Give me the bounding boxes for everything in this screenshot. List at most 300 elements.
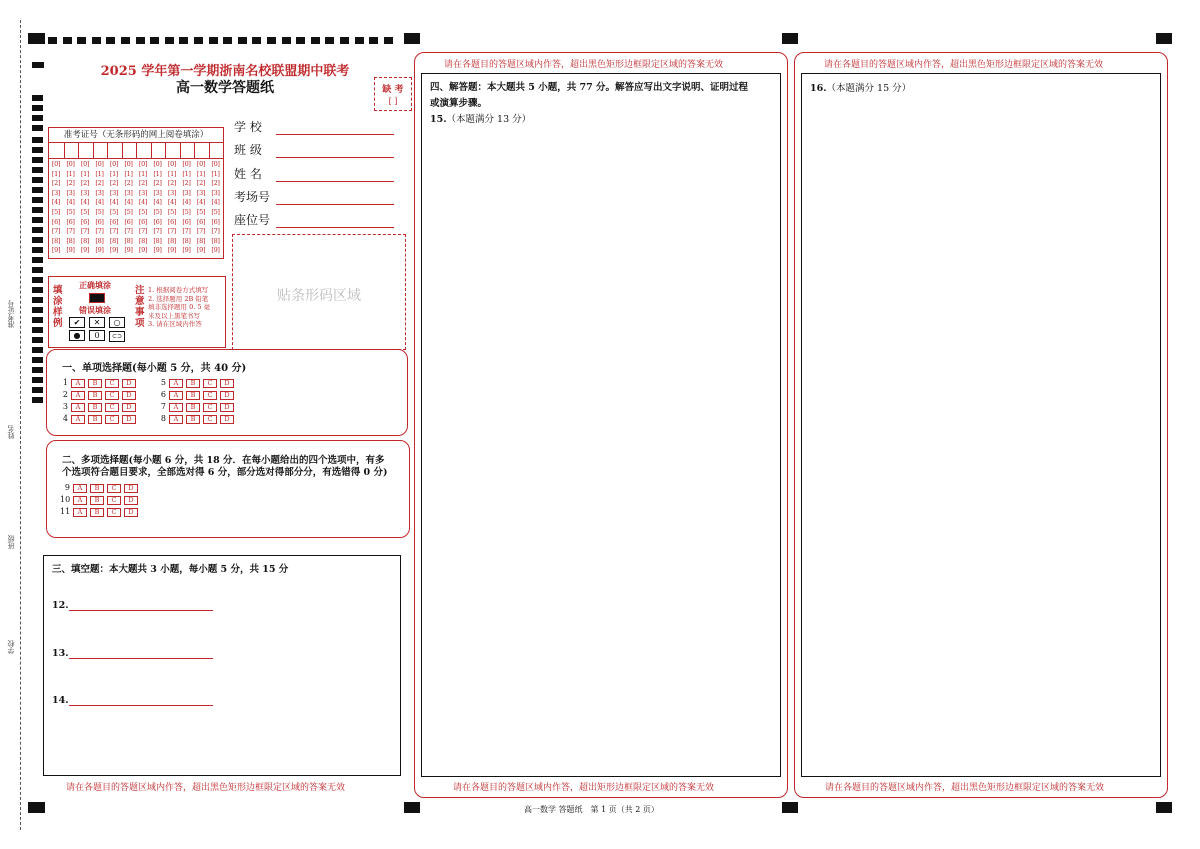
question-number: 11 bbox=[60, 507, 71, 516]
id-digit-bubble[interactable]: [3] bbox=[80, 188, 90, 197]
single-choice-question-4[interactable] bbox=[58, 414, 136, 424]
id-digit-bubble[interactable]: [9] bbox=[138, 246, 148, 255]
id-digit-bubble[interactable]: [8] bbox=[80, 236, 90, 245]
section4-box[interactable] bbox=[421, 73, 781, 777]
corner-marker-bottom-right2 bbox=[1156, 802, 1172, 813]
timing-mark bbox=[223, 37, 232, 44]
correct-fill-sample bbox=[89, 293, 105, 303]
id-digit-column[interactable] bbox=[93, 160, 107, 256]
id-digit-bubble[interactable]: [5] bbox=[51, 207, 61, 216]
id-digit-bubble[interactable]: [3] bbox=[211, 188, 220, 197]
option-bubble-c[interactable]: C bbox=[203, 403, 217, 412]
id-digit-bubble[interactable]: [6] bbox=[66, 217, 75, 226]
id-digit-bubble[interactable]: [9] bbox=[211, 246, 220, 255]
id-digit-bubble[interactable]: [8] bbox=[153, 236, 162, 245]
class-label: 班 级 bbox=[234, 143, 262, 157]
option-bubble-a[interactable]: A bbox=[71, 403, 85, 412]
id-digit-column[interactable] bbox=[107, 160, 121, 256]
timing-mark bbox=[32, 147, 43, 153]
option-bubble-d[interactable]: D bbox=[124, 496, 138, 505]
timing-mark bbox=[340, 37, 349, 44]
question-13[interactable] bbox=[52, 648, 213, 659]
timing-mark bbox=[296, 37, 305, 44]
option-bubble-c[interactable]: C bbox=[105, 391, 119, 400]
id-digit-bubble[interactable]: [5] bbox=[182, 207, 191, 216]
question-number: 3 bbox=[62, 402, 68, 411]
binding-line bbox=[20, 20, 21, 830]
question-13-number: 13. bbox=[52, 648, 69, 659]
id-digit-bubble[interactable]: [6] bbox=[153, 217, 162, 226]
side-label-name: 姓名 bbox=[7, 425, 15, 439]
wrong-mark-zero: 0 bbox=[89, 330, 105, 341]
id-digit-bubble[interactable]: [7] bbox=[51, 227, 61, 236]
wrong-mark-dot: ● bbox=[69, 330, 85, 341]
id-digit-bubble[interactable]: [2] bbox=[51, 179, 61, 188]
id-digit-bubble[interactable]: [4] bbox=[138, 198, 148, 207]
single-choice-question-3[interactable] bbox=[58, 402, 136, 412]
id-digit-bubble[interactable]: [3] bbox=[167, 188, 177, 197]
id-digit-bubble[interactable]: [4] bbox=[124, 198, 133, 207]
id-digit-bubble[interactable]: [8] bbox=[211, 236, 220, 245]
barcode-area[interactable] bbox=[232, 234, 406, 350]
option-bubble-d[interactable]: D bbox=[124, 484, 138, 493]
option-bubble-b[interactable]: B bbox=[88, 403, 102, 412]
option-bubble-d[interactable]: D bbox=[220, 415, 234, 424]
option-bubble-b[interactable]: B bbox=[88, 391, 102, 400]
id-digit-bubble[interactable]: [2] bbox=[167, 179, 177, 188]
id-digit-bubble[interactable]: [8] bbox=[124, 236, 133, 245]
school-line[interactable] bbox=[276, 123, 394, 135]
question-15-number: 15. bbox=[430, 114, 447, 125]
timing-mark bbox=[32, 317, 43, 323]
id-digit-bubble[interactable]: [3] bbox=[124, 188, 133, 197]
id-digit-bubble[interactable]: [1] bbox=[51, 169, 61, 178]
option-bubble-d[interactable]: D bbox=[122, 391, 136, 400]
id-digit-bubble[interactable]: [2] bbox=[196, 179, 206, 188]
timing-mark bbox=[32, 297, 43, 303]
timing-mark bbox=[121, 37, 130, 44]
id-digit-bubble[interactable]: [8] bbox=[196, 236, 206, 245]
single-choice-question-6[interactable] bbox=[156, 390, 234, 400]
question-12[interactable] bbox=[52, 600, 213, 611]
option-bubble-a[interactable]: A bbox=[71, 379, 85, 388]
id-digit-bubble[interactable]: [3] bbox=[51, 188, 61, 197]
id-digit-bubble[interactable]: [1] bbox=[95, 169, 104, 178]
timing-mark bbox=[369, 37, 378, 44]
section1-title: 一、单项选择题(每小题 5 分，共 40 分) bbox=[62, 363, 247, 374]
timing-mark bbox=[32, 187, 43, 193]
class-line[interactable] bbox=[276, 146, 394, 158]
warning-right-top: 请在各题目的答题区域内作答，超出黑色矩形边框限定区域的答案无效 bbox=[824, 60, 1104, 70]
id-digit-bubble[interactable]: [4] bbox=[182, 198, 191, 207]
id-digit-bubble[interactable]: [0] bbox=[196, 160, 206, 168]
exam-id-title: 准考证号（无条形码的网上阅卷填涂） bbox=[49, 128, 223, 143]
timing-mark bbox=[32, 377, 43, 383]
id-digit-bubble[interactable]: [3] bbox=[109, 188, 119, 197]
side-label-class: 班级 bbox=[7, 535, 15, 549]
id-digit-bubble[interactable]: [9] bbox=[196, 246, 206, 255]
name-field[interactable] bbox=[234, 165, 394, 182]
id-digit-bubble[interactable]: [9] bbox=[182, 246, 191, 255]
timing-mark bbox=[63, 37, 72, 44]
question-16-score: （本题满分 15 分） bbox=[826, 83, 912, 94]
id-digit-bubble[interactable]: [6] bbox=[51, 217, 61, 226]
id-digit-column[interactable] bbox=[78, 160, 92, 256]
question-16-box[interactable] bbox=[801, 73, 1161, 777]
id-digit-bubble[interactable]: [0] bbox=[109, 160, 119, 168]
id-digit-bubble[interactable]: [1] bbox=[167, 169, 177, 178]
id-digit-bubble[interactable]: [2] bbox=[182, 179, 191, 188]
question-number: 4 bbox=[62, 414, 68, 423]
id-digit-bubble[interactable]: [1] bbox=[124, 169, 133, 178]
timing-mark bbox=[32, 327, 43, 333]
wrong-mark-bracket: ⊂⊃ bbox=[109, 331, 125, 342]
question-number: 8 bbox=[160, 414, 166, 423]
timing-mark bbox=[32, 207, 43, 213]
single-choice-question-5[interactable] bbox=[156, 378, 234, 388]
id-digit-bubble[interactable]: [0] bbox=[95, 160, 104, 168]
timing-mark bbox=[77, 37, 86, 44]
option-bubble-b[interactable]: B bbox=[88, 379, 102, 388]
timing-marks-left bbox=[32, 95, 44, 415]
question-number: 2 bbox=[62, 390, 68, 399]
exam-id-grid[interactable] bbox=[48, 127, 224, 259]
id-column-divider bbox=[136, 142, 137, 158]
option-bubble-d[interactable]: D bbox=[220, 379, 234, 388]
id-digit-bubble[interactable]: [3] bbox=[153, 188, 162, 197]
id-digit-bubble[interactable]: [7] bbox=[124, 227, 133, 236]
id-digit-bubble[interactable]: [1] bbox=[138, 169, 148, 178]
id-digit-bubble[interactable]: [9] bbox=[80, 246, 90, 255]
absent-box[interactable] bbox=[374, 77, 412, 111]
id-digit-bubble[interactable]: [9] bbox=[51, 246, 61, 255]
absent-mark: [ ] bbox=[388, 97, 398, 106]
question-14[interactable] bbox=[52, 695, 213, 706]
option-bubble-a[interactable]: A bbox=[71, 391, 85, 400]
id-column-divider bbox=[78, 142, 79, 158]
id-digit-bubble[interactable]: [6] bbox=[196, 217, 206, 226]
option-bubble-d[interactable]: D bbox=[122, 379, 136, 388]
id-digit-column[interactable] bbox=[49, 160, 63, 256]
side-label-school: 学校 bbox=[7, 640, 15, 654]
option-bubble-b[interactable]: B bbox=[90, 496, 104, 505]
id-digit-bubble[interactable]: [3] bbox=[196, 188, 206, 197]
timing-mark bbox=[32, 247, 43, 253]
id-column-divider bbox=[64, 142, 65, 158]
warning-middle-bottom: 请在各题目的答题区域内作答，超出矩形边框限定区域的答案无效 bbox=[453, 783, 715, 793]
corner-marker-top-right1 bbox=[782, 33, 798, 44]
id-digit-bubble[interactable]: [7] bbox=[138, 227, 148, 236]
id-digit-bubble[interactable]: [8] bbox=[51, 236, 61, 245]
single-choice-question-8[interactable] bbox=[156, 414, 234, 424]
option-bubble-c[interactable]: C bbox=[107, 508, 121, 517]
timing-mark bbox=[209, 37, 218, 44]
single-choice-question-2[interactable] bbox=[58, 390, 136, 400]
id-digit-bubble[interactable]: [8] bbox=[109, 236, 119, 245]
option-bubble-b[interactable]: B bbox=[186, 391, 200, 400]
question-12-number: 12. bbox=[52, 600, 69, 611]
option-bubble-b[interactable]: B bbox=[90, 484, 104, 493]
exam-id-write-row[interactable] bbox=[49, 142, 223, 159]
option-bubble-a[interactable]: A bbox=[73, 496, 87, 505]
option-bubble-c[interactable]: C bbox=[105, 379, 119, 388]
id-digit-column[interactable] bbox=[122, 160, 136, 256]
id-digit-bubble[interactable]: [8] bbox=[138, 236, 148, 245]
id-digit-bubble[interactable]: [5] bbox=[153, 207, 162, 216]
timing-mark bbox=[32, 387, 43, 393]
exam-room-line[interactable] bbox=[276, 193, 394, 205]
id-digit-bubble[interactable]: [7] bbox=[95, 227, 104, 236]
option-bubble-d[interactable]: D bbox=[122, 403, 136, 412]
id-digit-bubble[interactable]: [2] bbox=[153, 179, 162, 188]
timing-mark bbox=[32, 197, 43, 203]
option-bubble-d[interactable]: D bbox=[122, 415, 136, 424]
id-digit-bubble[interactable]: [4] bbox=[196, 198, 206, 207]
id-digit-bubble[interactable]: [7] bbox=[167, 227, 177, 236]
id-column-divider bbox=[165, 142, 166, 158]
id-digit-bubble[interactable]: [2] bbox=[124, 179, 133, 188]
answer-line-12[interactable] bbox=[69, 600, 213, 611]
id-digit-bubble[interactable]: [5] bbox=[80, 207, 90, 216]
option-bubble-c[interactable]: C bbox=[203, 379, 217, 388]
id-digit-column[interactable] bbox=[209, 160, 223, 256]
option-bubble-a[interactable]: A bbox=[169, 379, 183, 388]
warning-middle-top: 请在各题目的答题区域内作答，超出黑色矩形边框限定区域的答案无效 bbox=[444, 60, 724, 70]
timing-mark bbox=[325, 37, 334, 44]
option-bubble-a[interactable]: A bbox=[71, 415, 85, 424]
timing-mark bbox=[32, 237, 43, 243]
id-digit-bubble[interactable]: [4] bbox=[211, 198, 220, 207]
timing-mark bbox=[32, 337, 43, 343]
corner-marker-bottom-left bbox=[28, 802, 45, 813]
id-digit-column[interactable] bbox=[165, 160, 179, 256]
id-digit-bubble[interactable]: [1] bbox=[153, 169, 162, 178]
option-bubble-c[interactable]: C bbox=[203, 415, 217, 424]
timing-mark bbox=[32, 167, 43, 173]
id-column-divider bbox=[93, 142, 94, 158]
seat-field[interactable] bbox=[234, 211, 394, 228]
id-digit-bubble[interactable]: [0] bbox=[138, 160, 148, 168]
multi-choice-question-11[interactable] bbox=[60, 507, 138, 517]
question-14-number: 14. bbox=[52, 695, 69, 706]
id-digit-bubble[interactable]: [4] bbox=[51, 198, 61, 207]
corner-marker-bottom-middle bbox=[404, 802, 420, 813]
id-digit-bubble[interactable]: [1] bbox=[80, 169, 90, 178]
id-digit-bubble[interactable]: [1] bbox=[182, 169, 191, 178]
timing-mark bbox=[48, 37, 57, 44]
multi-choice-question-9[interactable] bbox=[60, 483, 138, 493]
timing-mark bbox=[252, 37, 261, 44]
seat-line[interactable] bbox=[276, 216, 394, 228]
timing-mark bbox=[355, 37, 364, 44]
id-digit-bubble[interactable]: [0] bbox=[167, 160, 177, 168]
id-digit-bubble[interactable]: [5] bbox=[109, 207, 119, 216]
single-choice-question-7[interactable] bbox=[156, 402, 234, 412]
timing-mark bbox=[165, 37, 174, 44]
multi-choice-question-10[interactable] bbox=[60, 495, 138, 505]
id-digit-bubble[interactable]: [5] bbox=[196, 207, 206, 216]
id-digit-column[interactable] bbox=[194, 160, 208, 256]
question-15-label bbox=[430, 111, 531, 125]
timing-mark bbox=[150, 37, 159, 44]
answer-line-13[interactable] bbox=[69, 648, 213, 659]
option-bubble-a[interactable]: A bbox=[73, 508, 87, 517]
corner-marker-top-middle bbox=[404, 33, 420, 44]
id-digit-bubble[interactable]: [8] bbox=[95, 236, 104, 245]
option-bubble-c[interactable]: C bbox=[105, 403, 119, 412]
option-bubble-d[interactable]: D bbox=[220, 391, 234, 400]
id-digit-bubble[interactable]: [7] bbox=[182, 227, 191, 236]
id-digit-bubble[interactable]: [9] bbox=[95, 246, 104, 255]
id-digit-bubble[interactable]: [6] bbox=[211, 217, 220, 226]
option-bubble-d[interactable]: D bbox=[124, 508, 138, 517]
id-digit-bubble[interactable]: [7] bbox=[109, 227, 119, 236]
id-digit-bubble[interactable]: [1] bbox=[66, 169, 75, 178]
timing-mark bbox=[136, 37, 145, 44]
wrong-mark-cross: ✕ bbox=[89, 317, 105, 328]
id-digit-bubble[interactable]: [2] bbox=[109, 179, 119, 188]
corner-marker-top-right2 bbox=[1156, 33, 1172, 44]
id-digit-bubble[interactable]: [5] bbox=[95, 207, 104, 216]
id-digit-bubble[interactable]: [9] bbox=[66, 246, 75, 255]
id-digit-bubble[interactable]: [4] bbox=[167, 198, 177, 207]
id-digit-bubble[interactable]: [0] bbox=[66, 160, 75, 168]
question-16-label bbox=[810, 80, 911, 94]
id-digit-column[interactable] bbox=[151, 160, 165, 256]
id-digit-bubble[interactable]: [5] bbox=[167, 207, 177, 216]
school-field[interactable] bbox=[234, 118, 394, 135]
id-digit-bubble[interactable]: [7] bbox=[153, 227, 162, 236]
answer-line-14[interactable] bbox=[69, 695, 213, 706]
id-digit-bubble[interactable]: [0] bbox=[211, 160, 220, 168]
option-bubble-b[interactable]: B bbox=[186, 403, 200, 412]
id-digit-bubble[interactable]: [3] bbox=[66, 188, 75, 197]
id-digit-bubble[interactable]: [5] bbox=[66, 207, 75, 216]
id-digit-bubble[interactable]: [4] bbox=[80, 198, 90, 207]
id-column-divider bbox=[180, 142, 181, 158]
option-bubble-c[interactable]: C bbox=[107, 496, 121, 505]
id-digit-bubble[interactable]: [2] bbox=[138, 179, 148, 188]
id-digit-bubble[interactable]: [1] bbox=[196, 169, 206, 178]
name-line[interactable] bbox=[276, 170, 394, 182]
exam-room-field[interactable] bbox=[234, 188, 394, 205]
id-digit-bubble[interactable]: [4] bbox=[66, 198, 75, 207]
id-digit-bubble[interactable]: [4] bbox=[109, 198, 119, 207]
option-bubble-b[interactable]: B bbox=[186, 415, 200, 424]
id-digit-column[interactable] bbox=[180, 160, 194, 256]
id-column-divider bbox=[194, 142, 195, 158]
class-field[interactable] bbox=[234, 141, 394, 158]
id-digit-bubble[interactable]: [8] bbox=[66, 236, 75, 245]
id-digit-bubble[interactable]: [2] bbox=[95, 179, 104, 188]
single-choice-question-1[interactable] bbox=[58, 378, 136, 388]
id-digit-bubble[interactable]: [6] bbox=[182, 217, 191, 226]
id-digit-bubble[interactable]: [2] bbox=[80, 179, 90, 188]
option-bubble-c[interactable]: C bbox=[105, 415, 119, 424]
id-digit-bubble[interactable]: [7] bbox=[80, 227, 90, 236]
timing-mark bbox=[32, 157, 43, 163]
id-digit-bubble[interactable]: [0] bbox=[124, 160, 133, 168]
id-digit-bubble[interactable]: [3] bbox=[182, 188, 191, 197]
section2-title-line1: 二、多项选择题(每小题 6 分，共 18 分．在每小题给出的四个选项中，有多 bbox=[62, 455, 385, 466]
id-digit-bubble[interactable]: [1] bbox=[109, 169, 119, 178]
correct-fill-label: 正确填涂 bbox=[79, 280, 111, 290]
id-digit-bubble[interactable]: [9] bbox=[167, 246, 177, 255]
timing-mark bbox=[194, 37, 203, 44]
side-marker bbox=[32, 62, 44, 68]
option-bubble-b[interactable]: B bbox=[186, 379, 200, 388]
id-digit-bubble[interactable]: [6] bbox=[124, 217, 133, 226]
id-digit-bubble[interactable]: [7] bbox=[66, 227, 75, 236]
id-digit-bubble[interactable]: [6] bbox=[138, 217, 148, 226]
option-bubble-d[interactable]: D bbox=[220, 403, 234, 412]
option-bubble-a[interactable]: A bbox=[73, 484, 87, 493]
id-digit-column[interactable] bbox=[64, 160, 78, 256]
id-digit-bubble[interactable]: [3] bbox=[95, 188, 104, 197]
id-digit-bubble[interactable]: [5] bbox=[124, 207, 133, 216]
id-digit-column[interactable] bbox=[136, 160, 150, 256]
id-digit-bubble[interactable]: [7] bbox=[211, 227, 220, 236]
absent-label: 缺 考 bbox=[382, 85, 404, 95]
id-digit-bubble[interactable]: [9] bbox=[124, 246, 133, 255]
id-digit-bubble[interactable]: [6] bbox=[167, 217, 177, 226]
id-digit-bubble[interactable]: [6] bbox=[80, 217, 90, 226]
id-column-divider bbox=[107, 142, 108, 158]
question-15-score: （本题满分 13 分） bbox=[446, 114, 532, 125]
id-digit-bubble[interactable]: [0] bbox=[51, 160, 61, 168]
timing-mark bbox=[32, 277, 43, 283]
id-digit-bubble[interactable]: [5] bbox=[138, 207, 148, 216]
timing-mark bbox=[267, 37, 276, 44]
id-digit-bubble[interactable]: [9] bbox=[109, 246, 119, 255]
option-bubble-a[interactable]: A bbox=[169, 415, 183, 424]
fill-example-box bbox=[48, 276, 226, 348]
id-digit-bubble[interactable]: [0] bbox=[80, 160, 90, 168]
option-bubble-a[interactable]: A bbox=[169, 403, 183, 412]
id-digit-bubble[interactable]: [6] bbox=[109, 217, 119, 226]
wrong-mark-circle: ○ bbox=[109, 317, 125, 328]
id-digit-bubble[interactable]: [4] bbox=[95, 198, 104, 207]
id-digit-bubble[interactable]: [0] bbox=[153, 160, 162, 168]
timing-mark bbox=[32, 257, 43, 263]
id-digit-bubble[interactable]: [4] bbox=[153, 198, 162, 207]
question-number: 7 bbox=[160, 402, 166, 411]
timing-mark bbox=[32, 95, 43, 101]
id-digit-bubble[interactable]: [7] bbox=[196, 227, 206, 236]
id-column-divider bbox=[122, 142, 123, 158]
question-number: 9 bbox=[64, 483, 70, 492]
id-digit-bubble[interactable]: [2] bbox=[66, 179, 75, 188]
option-bubble-b[interactable]: B bbox=[90, 508, 104, 517]
option-bubble-c[interactable]: C bbox=[107, 484, 121, 493]
id-digit-bubble[interactable]: [9] bbox=[153, 246, 162, 255]
option-bubble-a[interactable]: A bbox=[169, 391, 183, 400]
section3-box bbox=[43, 555, 401, 776]
timing-mark bbox=[238, 37, 247, 44]
timing-mark bbox=[282, 37, 291, 44]
id-digit-bubble[interactable]: [0] bbox=[182, 160, 191, 168]
option-bubble-c[interactable]: C bbox=[203, 391, 217, 400]
id-digit-bubble[interactable]: [8] bbox=[167, 236, 177, 245]
id-digit-bubble[interactable]: [5] bbox=[211, 207, 220, 216]
id-digit-bubble[interactable]: [8] bbox=[182, 236, 191, 245]
id-digit-bubble[interactable]: [6] bbox=[95, 217, 104, 226]
id-digit-bubble[interactable]: [2] bbox=[211, 179, 220, 188]
id-digit-bubble[interactable]: [1] bbox=[211, 169, 220, 178]
id-digit-bubble[interactable]: [3] bbox=[138, 188, 148, 197]
option-bubble-b[interactable]: B bbox=[88, 415, 102, 424]
question-number: 5 bbox=[160, 378, 166, 387]
